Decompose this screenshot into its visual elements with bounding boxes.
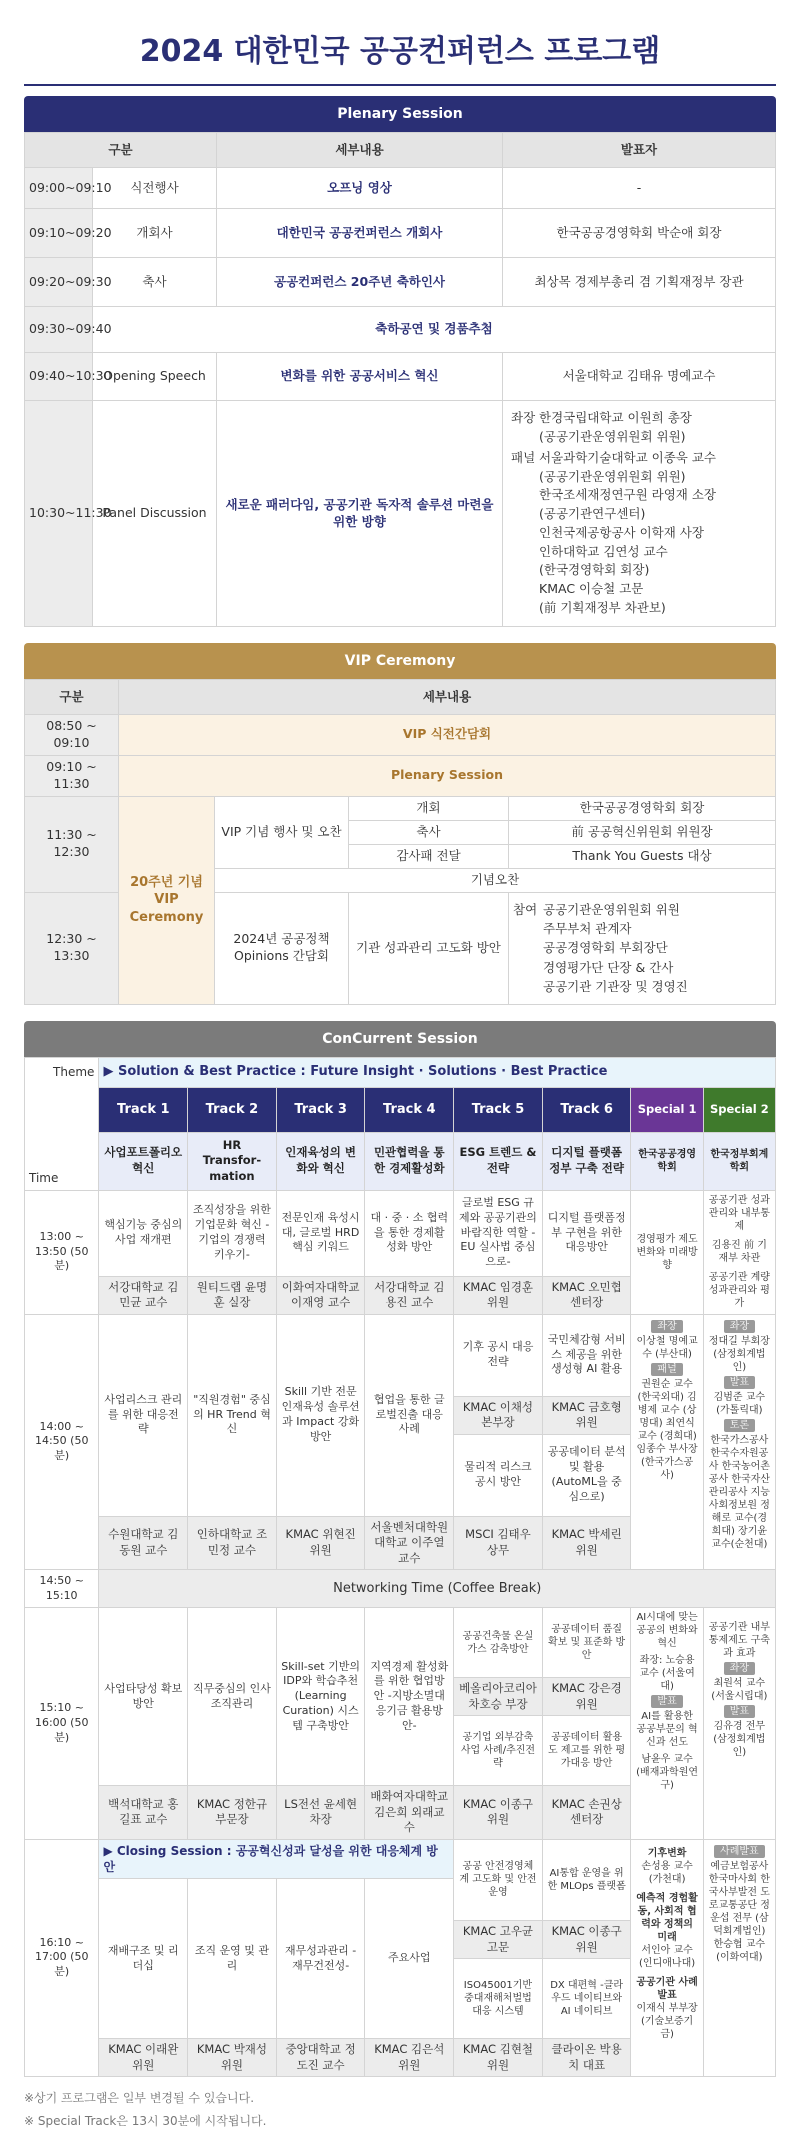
special-1-title: AI시대에 맞는 공공의 변화와 혁신 (636, 1612, 698, 1650)
concurrent-table (24, 1057, 776, 2078)
panel-speakers-cell (503, 401, 776, 627)
panel-text: 권원순 교수 (한국외대) 김병제 교수 (상명대) 최연식 교수 (경희대) 임종수 부사장 (한국가스공사) (636, 1378, 698, 1481)
closing-session-banner: ▶ Closing Session : 공공혁신성과 달성을 위한 대응체계 방안 (99, 1839, 454, 1878)
time-cell: 09:10 ~ 11:30 (25, 755, 119, 796)
topic-cell: 전문인재 육성시대, 글로벌 HRD 핵심 키워드 (276, 1190, 365, 1276)
closing-row (25, 1839, 776, 1878)
time-cell: 09:20~09:30 (25, 258, 93, 307)
list-item: 주무부처 관계자 (543, 920, 632, 936)
track-3-header: Track 3 (276, 1087, 365, 1132)
time-cell: 14:00 ~ 14:50 (50분) (25, 1314, 99, 1570)
topic-cell: DX 대편혁 -클라우드 네이티브와 AI 네이티브 (542, 1959, 631, 2039)
attend-row (513, 900, 771, 997)
special-1-closing (631, 1839, 703, 2076)
plenary-session-bar: Plenary Session (24, 96, 776, 132)
chair-badge: 좌장 (651, 1320, 682, 1333)
list-item: 공공경영학회 부회장단 (543, 940, 668, 956)
chair-badge: 좌장 (724, 1662, 755, 1675)
speaker-cell: 베올리아코리아 차호승 부장 (454, 1678, 543, 1716)
special-1-header: Special 1 (631, 1087, 703, 1132)
speaker-text: 이재식 부부장 (기술보증기금) (636, 2002, 698, 2040)
topic-cell: 주요사업 (365, 1879, 454, 2039)
speaker-cell: 서강대학교 김민균 교수 (99, 1276, 188, 1314)
vip-ceremony-label: 20주년 기념 VIP Ceremony (119, 796, 215, 1004)
speaker-cell: - (503, 168, 776, 209)
topic-cell: 공공데이터 활용도 제고를 위한 평가대응 방안 (542, 1716, 631, 1786)
list-item: 공공기관 기관장 및 경영진 (543, 979, 688, 995)
topic-cell: 기관 성과관리 고도화 방안 (349, 892, 509, 1004)
time-cell: 09:00~09:10 (25, 168, 93, 209)
content-cell: VIP 식전간담회 (119, 715, 776, 756)
speaker-cell: 서강대학교 김용진 교수 (365, 1276, 454, 1314)
speaker-cell: KMAC 오민협 센터장 (542, 1276, 631, 1314)
presenter-badge: 발표 (724, 1705, 755, 1718)
table-header-row (25, 133, 776, 168)
content-cell: 변화를 위한 공공서비스 혁신 (217, 353, 503, 401)
page (24, 0, 776, 2133)
topic-cell: 공공 안전경영체계 고도화 및 안전운영 (454, 1839, 543, 1920)
header-content: 세부내용 (217, 133, 503, 168)
special-1-subtitle: 한국공공경영학회 (631, 1132, 703, 1190)
speaker-cell: 원티드랩 윤명훈 실장 (188, 1276, 277, 1314)
speaker-cell: KMAC 고우균 고문 (454, 1921, 543, 1959)
list-item: (공공기관운영위원회 위원) (539, 429, 686, 445)
time-cell: 14:50 ~ 15:10 (25, 1570, 99, 1608)
time-cell: 09:10~09:20 (25, 209, 93, 258)
topic-cell: 물리적 리스크 공시 방안 (454, 1434, 543, 1516)
session-2-topics-a (25, 1314, 776, 1396)
special-2-session (703, 1608, 775, 1840)
chair-label: 좌장 (511, 410, 536, 426)
plenary-table (24, 132, 776, 627)
presenter-text: 남윤우 교수 (배재과학원연구) (636, 1754, 699, 1792)
title-divider (24, 84, 776, 86)
chair-badge: 좌장 (724, 1320, 755, 1333)
item-cell: 감사패 전달 (349, 844, 509, 868)
content-cell: 오프닝 영상 (217, 168, 503, 209)
panel-row (511, 449, 771, 618)
list-item: 한경국립대학교 이원희 총장 (539, 410, 692, 426)
speaker-cell: MSCI 김태우 상무 (454, 1516, 543, 1570)
speaker-text: 손성용 교수 (가천대) (641, 1860, 693, 1885)
track-subtitle-row (25, 1132, 776, 1190)
track-1-subtitle: 사업포트폴리오 혁신 (99, 1132, 188, 1190)
case-badge: 사례발표 (714, 1845, 765, 1858)
chair-text: 이상철 명예교수 (부산대) (636, 1335, 698, 1360)
speaker-cell: KMAC 박세린 위원 (542, 1516, 631, 1570)
footnote: ※상기 프로그램은 일부 변경될 수 있습니다. (24, 2091, 255, 2106)
speaker-cell: KMAC 임경훈 위원 (454, 1276, 543, 1314)
time-cell: 15:10 ~ 16:00 (50분) (25, 1608, 99, 1840)
topic-cell: ISO45001기반 중대재해처벌법 대응 시스템 (454, 1959, 543, 2039)
panel-label: 패널 (511, 449, 536, 465)
special-1-topic: 경영평가 제도변화와 미래방향 (631, 1190, 703, 1314)
content-cell: 공공컨퍼런스 20주년 축하인사 (217, 258, 503, 307)
table-row (25, 209, 776, 258)
topic-cell: 공기업 외부감축사업 사례/추진전략 (454, 1716, 543, 1786)
topic-cell: 핵심기능 중심의 사업 재개편 (99, 1190, 188, 1276)
content-cell: Plenary Session (119, 755, 776, 796)
topic-cell: 디지털 플랫폼정부 구현을 위한 대응방안 (542, 1190, 631, 1276)
networking-row (25, 1570, 776, 1608)
networking-cell: Networking Time (Coffee Break) (99, 1570, 776, 1608)
vip-ceremony-bar: VIP Ceremony (24, 643, 776, 679)
list-item: 인천국제공항공사 이학재 사장 (539, 524, 704, 540)
track-header-row (25, 1087, 776, 1132)
time-cell: 13:00 ~ 13:50 (50분) (25, 1190, 99, 1314)
special-1-session (631, 1608, 703, 1840)
chair-text: 정대길 부회장 (삼정회계법인) (708, 1335, 770, 1373)
track-6-subtitle: 디지털 플랫폼정부 구축 전략 (542, 1132, 631, 1190)
speaker-cell: 중앙대학교 정도진 교수 (276, 2039, 365, 2077)
item-cell: 축사 (349, 820, 509, 844)
track-5-header: Track 5 (454, 1087, 543, 1132)
topic-cell: 지역경제 활성화를 위한 협업방안 -지방소멸대응기금 활용방안- (365, 1608, 454, 1786)
attendees-cell (509, 892, 776, 1004)
special-1-case: 공공기관 사례발표 (636, 1976, 698, 2001)
item-cell: 한국공공경영학회 회장 (509, 796, 776, 820)
speaker-cell: KMAC 김현철 위원 (454, 2039, 543, 2077)
topic-cell: "직원경험" 중심의 HR Trend 혁신 (188, 1314, 277, 1516)
time-cell: 16:10 ~ 17:00 (50분) (25, 1839, 99, 2076)
presenter-badge: 발표 (651, 1695, 682, 1708)
list-item: (공공기관연구센터) (539, 506, 646, 522)
presenter-text: 김유경 전무 (삼정회계법인) (713, 1721, 766, 1759)
speaker-cell: 이화여자대학교 이재영 교수 (276, 1276, 365, 1314)
theme-label: Theme (25, 1057, 99, 1087)
topic-cell: 사업타당성 확보 방안 (99, 1608, 188, 1786)
table-row (25, 168, 776, 209)
chair-row (511, 409, 771, 447)
speaker-cell: LS전선 윤세현 차장 (276, 1786, 365, 1840)
topic-cell: 재무성과관리 -재무건전성- (276, 1879, 365, 2039)
speaker-cell: KMAC 이종구 위원 (542, 1921, 631, 1959)
speaker-cell: 수원대학교 김동원 교수 (99, 1516, 188, 1570)
content-cell: 대한민국 공공컨퍼런스 개회사 (217, 209, 503, 258)
concurrent-session-bar: ConCurrent Session (24, 1021, 776, 1057)
speaker-cell: KMAC 손권상 센터장 (542, 1786, 631, 1840)
speaker-cell: KMAC 이채성 본부장 (454, 1396, 543, 1434)
special-2-subtitle: 한국정부회계학회 (703, 1132, 775, 1190)
chair-text: 좌장: 노승용 교수 (서울여대) (639, 1655, 695, 1693)
presenter-text: 김범준 교수 (가톨릭대) (713, 1391, 766, 1416)
special-2-speaker: 김용진 前 기재부 차관 (711, 1240, 767, 1265)
special-2-title: 공공기관 성과관리와 내부통제 (708, 1195, 770, 1233)
topic-cell: 조직 운영 및 관리 (188, 1879, 277, 2039)
vip-table (24, 679, 776, 1005)
table-row (25, 755, 776, 796)
table-row (25, 796, 776, 820)
time-label: Time (25, 1087, 99, 1190)
session-3-topics-a (25, 1608, 776, 1678)
topic-cell: Skill 기반 전문인재육성 솔루션과 Impact 강화 방안 (276, 1314, 365, 1516)
special-2-closing (703, 1839, 775, 2076)
speaker-cell: KMAC 이래완 위원 (99, 2039, 188, 2077)
track-6-header: Track 6 (542, 1087, 631, 1132)
list-item: 경영평가단 단장 & 간사 (543, 959, 674, 975)
table-row (25, 715, 776, 756)
table-row (25, 401, 776, 627)
topic-cell: 공공건축물 온실가스 감축방안 (454, 1608, 543, 1678)
topic-cell: 직무중심의 인사조직관리 (188, 1608, 277, 1786)
chair-list (539, 409, 692, 447)
list-item: 한국조세재정연구원 라영재 소장 (539, 487, 716, 503)
speaker-cell: 최상목 경제부총리 겸 기획재정부 장관 (503, 258, 776, 307)
header-content: 세부내용 (119, 680, 776, 715)
table-header-row (25, 680, 776, 715)
time-cell: 09:40~10:30 (25, 353, 93, 401)
speaker-cell: 클라이온 박용치 대표 (542, 2039, 631, 2077)
case-text: 예금보험공사 한국마사회 한국사부발전 도로교통공단 정운섭 전무 (삼덕회계법인) 한승협 교수 (이화여대) (708, 1860, 770, 1963)
type-cell: Panel Discussion (93, 401, 217, 627)
panel-list (539, 449, 716, 618)
event-cell: 2024년 공공정책 Opinions 간담회 (215, 892, 349, 1004)
topic-cell: 대 · 중 · 소 협력을 통한 경제활성화 방안 (365, 1190, 454, 1276)
type-cell: 개회사 (93, 209, 217, 258)
speaker-cell: 배화여자대학교 김은희 외래교수 (365, 1786, 454, 1840)
speaker-text: 서인아 교수 (인디애나대) (639, 1944, 696, 1969)
speaker-cell: KMAC 김은석 위원 (365, 2039, 454, 2077)
item-cell: 개회 (349, 796, 509, 820)
track-2-subtitle: HR Transfor-mation (188, 1132, 277, 1190)
speaker-cell: 인하대학교 조민정 교수 (188, 1516, 277, 1570)
speaker-cell: KMAC 정한규 부문장 (188, 1786, 277, 1840)
theme-banner: ▶ Solution & Best Practice : Future Insight · Solutions · Best Practice (99, 1057, 776, 1087)
topic-cell: 국민체감형 서비스 제공을 위한 생성형 AI 활용 (542, 1314, 631, 1396)
topic-cell: AI통합 운영을 위한 MLOps 플랫폼 (542, 1839, 631, 1920)
topic-cell: 공공데이터 분석 및 활용 (AutoML을 중심으로) (542, 1434, 631, 1516)
track-5-subtitle: ESG 트렌드 & 전략 (454, 1132, 543, 1190)
presenter-badge: 발표 (724, 1376, 755, 1389)
time-cell: 09:30~09:40 (25, 307, 93, 353)
debate-text: 한국가스공사 한국수자원공사 한국농어촌공사 한국자산관리공사 지능사회정보원 정해로 교수(경희대) 장기윤 교수(순천대) (708, 1434, 770, 1550)
speaker-cell: KMAC 금호형 위원 (542, 1396, 631, 1434)
special-2-subtopic: 공공기관 계량 성과관리와 평가 (708, 1272, 770, 1310)
type-cell: 축사 (93, 258, 217, 307)
track-1-header: Track 1 (99, 1087, 188, 1132)
table-row (25, 258, 776, 307)
content-cell: 축하공연 및 경품추첨 (93, 307, 776, 353)
list-item: KMAC 이승철 고문 (539, 581, 644, 597)
event-cell: VIP 기념 행사 및 오찬 (215, 796, 349, 868)
type-cell: Opening Speech (93, 353, 217, 401)
time-cell: 12:30 ~ 13:30 (25, 892, 119, 1004)
track-4-subtitle: 민관협력을 통한 경제활성화 (365, 1132, 454, 1190)
special-2-panel (703, 1314, 775, 1570)
content-cell: 새로운 패러다임, 공공기관 독자적 솔루션 마련을 위한 방향 (217, 401, 503, 627)
speaker-cell: KMAC 이종구 위원 (454, 1786, 543, 1840)
topic-cell: 공공데이터 품질 확보 및 표준화 방안 (542, 1608, 631, 1678)
header-speaker: 발표자 (503, 133, 776, 168)
list-item: 인하대학교 김연성 교수 (539, 543, 668, 559)
attend-label: 참여 (513, 901, 538, 917)
speaker-cell: 서울벤처대학원대학교 이주열 교수 (365, 1516, 454, 1570)
item-cell: 前 공공혁신위원회 위원장 (509, 820, 776, 844)
table-row (25, 307, 776, 353)
topic-cell: 협업을 통한 글로벌진출 대응 사례 (365, 1314, 454, 1516)
list-item: 서울과학기술대학교 이종욱 교수 (539, 449, 716, 465)
special-2-topic (703, 1190, 775, 1314)
track-3-subtitle: 인재육성의 변화와 혁신 (276, 1132, 365, 1190)
theme-row (25, 1057, 776, 1087)
session-1-topics (25, 1190, 776, 1276)
page-title: 2024 대한민국 공공컨퍼런스 프로그램 (139, 34, 661, 69)
footnote: ※ Special Track은 13시 30분에 시작됩니다. (24, 2113, 267, 2128)
table-row (25, 353, 776, 401)
special-1-panel (631, 1314, 703, 1570)
list-item: (한국경영학회 회장) (539, 562, 650, 578)
speaker-cell: KMAC 위현진 위원 (276, 1516, 365, 1570)
track-2-header: Track 2 (188, 1087, 277, 1132)
special-1-topic: 예측적 경험활동, 사회적 협력와 정책의 미래 (636, 1892, 698, 1943)
speaker-cell: KMAC 박재성 위원 (188, 2039, 277, 2077)
attend-list (543, 900, 688, 997)
time-cell: 11:30 ~ 12:30 (25, 796, 119, 892)
topic-cell: 글로벌 ESG 규제와 공공기관의 바람직한 역할 -EU 실사법 중심으로- (454, 1190, 543, 1276)
topic-cell: 사업리스크 관리를 위한 대응전략 (99, 1314, 188, 1516)
speaker-cell: KMAC 강은경 위원 (542, 1678, 631, 1716)
special-1-title: 기후변화 (647, 1847, 687, 1859)
list-item: 공공기관운영위원회 위원 (543, 901, 680, 917)
time-cell: 08:50 ~ 09:10 (25, 715, 119, 756)
topic-cell: 기후 공시 대응 전략 (454, 1314, 543, 1396)
lunch-cell: 기념오찬 (215, 868, 776, 892)
time-cell: 10:30~11:30 (25, 401, 93, 627)
list-item: (공공기관운영위원회 위원) (539, 468, 686, 484)
special-2-title: 공공기관 내부통제제도 구축과 효과 (708, 1622, 770, 1660)
item-cell: Thank You Guests 대상 (509, 844, 776, 868)
topic-cell: Skill-set 기반의 IDP와 학습추천 (Learning Curation) 시스템 구축방안 (276, 1608, 365, 1786)
special-2-header: Special 2 (703, 1087, 775, 1132)
list-item: (前 기획재정부 차관보) (539, 599, 666, 615)
header-category: 구분 (25, 133, 217, 168)
debate-badge: 토론 (724, 1419, 755, 1432)
topic-cell: 재배구조 및 리더십 (99, 1879, 188, 2039)
panel-badge: 패널 (651, 1363, 682, 1376)
topic-cell: 조직성장을 위한 기업문화 혁신 - 기업의 경쟁력 키우기- (188, 1190, 277, 1276)
speaker-cell: 서울대학교 김태유 명예교수 (503, 353, 776, 401)
footnotes (24, 2077, 776, 2133)
track-4-header: Track 4 (365, 1087, 454, 1132)
chair-text: 최원석 교수 (서울시립대) (711, 1678, 768, 1703)
header-category: 구분 (25, 680, 119, 715)
speaker-cell: 한국공공경영학회 박순애 회장 (503, 209, 776, 258)
presenter-topic: AI를 활용한 공공부문의 혁신과 선도 (636, 1711, 698, 1749)
speaker-cell: 백석대학교 홍길표 교수 (99, 1786, 188, 1840)
type-cell: 식전행사 (93, 168, 217, 209)
